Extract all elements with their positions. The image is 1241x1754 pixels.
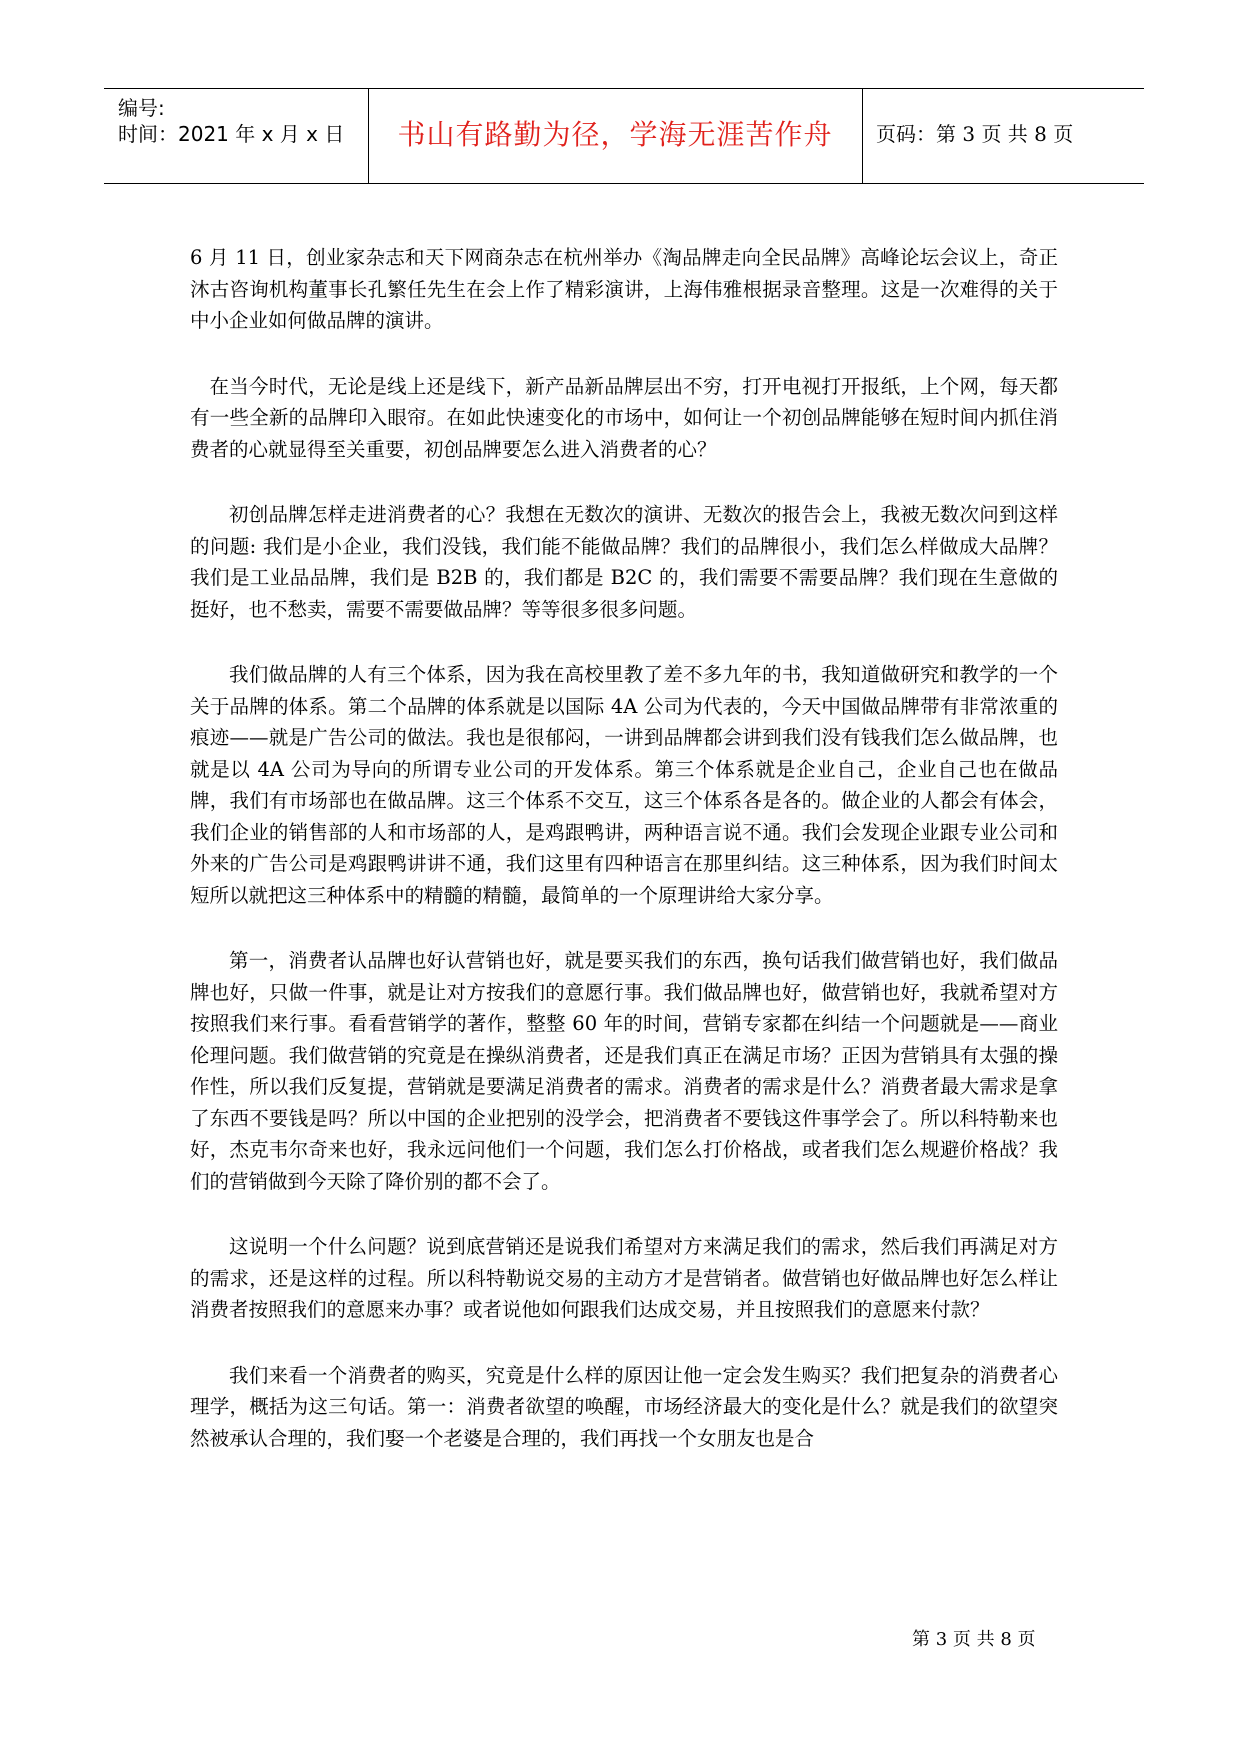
paragraph: 我们来看一个消费者的购买，究竟是什么样的原因让他一定会发生购买？我们把复杂的消费者心理学，概括为这三句话。第一：消费者欲望的唤醒，市场经济最大的变化是什么？就是我们的欲望突然被承认合理的，我们娶一个老婆是合理的，我们再找一个女朋友也是合 (190, 1363, 1058, 1450)
paragraph: 在当今时代，无论是线上还是线下，新产品新品牌层出不穷，打开电视打开报纸，上个网，每天都有一些全新的品牌印入眼帘。在如此快速变化的市场中，如何让一个初创品牌能够在短时间内抓住消费者的心就显得至关重要，初创品牌要怎么进入消费者的心？ (190, 374, 1058, 461)
header-page-number: 页码：第 3 页 共 8 页 (876, 122, 1074, 146)
paragraph-intro: 6 月 11 日，创业家杂志和天下网商杂志在杭州举办《淘品牌走向全民品牌》高峰论坛会议上，奇正沐古咨询机构董事长孔繁任先生在会上作了精彩演讲，上海伟雅根据录音整理。这是一次难得的关于中小企业如何做品牌的演讲。 (190, 246, 1058, 332)
page-footer: 第 3 页 共 8 页 (912, 1629, 1036, 1650)
paragraph: 这说明一个什么问题？说到底营销还是说我们希望对方来满足我们的需求，然后我们再满足对方的需求，还是这样的过程。所以科特勒说交易的主动方才是营销者。做营销也好做品牌也好怎么样让消费者按照我们的意愿来办事？或者说他如何跟我们达成交易，并且按照我们的意愿来付款？ (190, 1235, 1058, 1321)
header-motto-cell (368, 89, 863, 183)
header-motto: 书山有路勤为径，学海无涯苦作舟 (397, 118, 833, 151)
paragraph: 初创品牌怎样走进消费者的心？我想在无数次的演讲、无数次的报告会上，我被无数次问到这样的问题: 我们是小企业，我们没钱，我们能不能做品牌？我们的品牌很小，我们怎么样做成大品牌？我们是工业品品牌，我们是 B2B 的，我们都是 B2C 的，我们需要不需要品牌？我们现在生意做的挺好，也不愁卖，需要不需要做品牌？等等很多很多问题。 (190, 503, 1058, 621)
header-page-cell (862, 89, 1144, 183)
document-body (190, 242, 1058, 1488)
paragraph: 我们做品牌的人有三个体系，因为我在高校里教了差不多九年的书，我知道做研究和教学的一个关于品牌的体系。第二个品牌的体系就是以国际 4A 公司为代表的，今天中国做品牌带有非常浓重的痕迹——就是广告公司的做法。我也是很郁闷，一讲到品牌都会讲到我们没有钱我们怎么做品牌，也就是以 4A 公司为导向的所谓专业公司的开发体系。第三个体系就是企业自己，企业自己也在做品牌，我们有市场部也在做品牌。这三个体系不交互，这三个体系各是各的。做企业的人都会有体会，我们企业的销售部的人和市场部的人，是鸡跟鸭讲，两种语言说不通。我们会发现企业跟专业公司和外来的广告公司是鸡跟鸭讲讲不通，我们这里有四种语言在那里纠结。这三种体系，因为我们时间太短所以就把这三种体系中的精髓的精髓，最简单的一个原理讲给大家分享。 (190, 663, 1058, 907)
header-meta-cell (104, 89, 369, 183)
document-header (104, 88, 1144, 184)
document-date-label: 时间：2021 年 x 月 x 日 (118, 122, 345, 146)
document-number-label: 编号: (118, 96, 165, 120)
paragraph: 第一，消费者认品牌也好认营销也好，就是要买我们的东西，换句话我们做营销也好，我们做品牌也好，只做一件事，就是让对方按我们的意愿行事。我们做品牌也好，做营销也好，我就希望对方按照我们来行事。看看营销学的著作，整整 60 年的时间，营销专家都在纠结一个问题就是——商业伦理问题。我们做营销的究竟是在操纵消费者，还是我们真正在满足市场？正因为营销具有太强的操作性，所以我们反复提，营销就是要满足消费者的需求。消费者的需求是什么？消费者最大需求是拿了东西不要钱是吗？所以中国的企业把别的没学会，把消费者不要钱这件事学会了。所以科特勒来也好，杰克韦尔奇来也好，我永远问他们一个问题，我们怎么打价格战，或者我们怎么规避价格战？我们的营销做到今天除了降价别的都不会了。 (190, 949, 1058, 1193)
